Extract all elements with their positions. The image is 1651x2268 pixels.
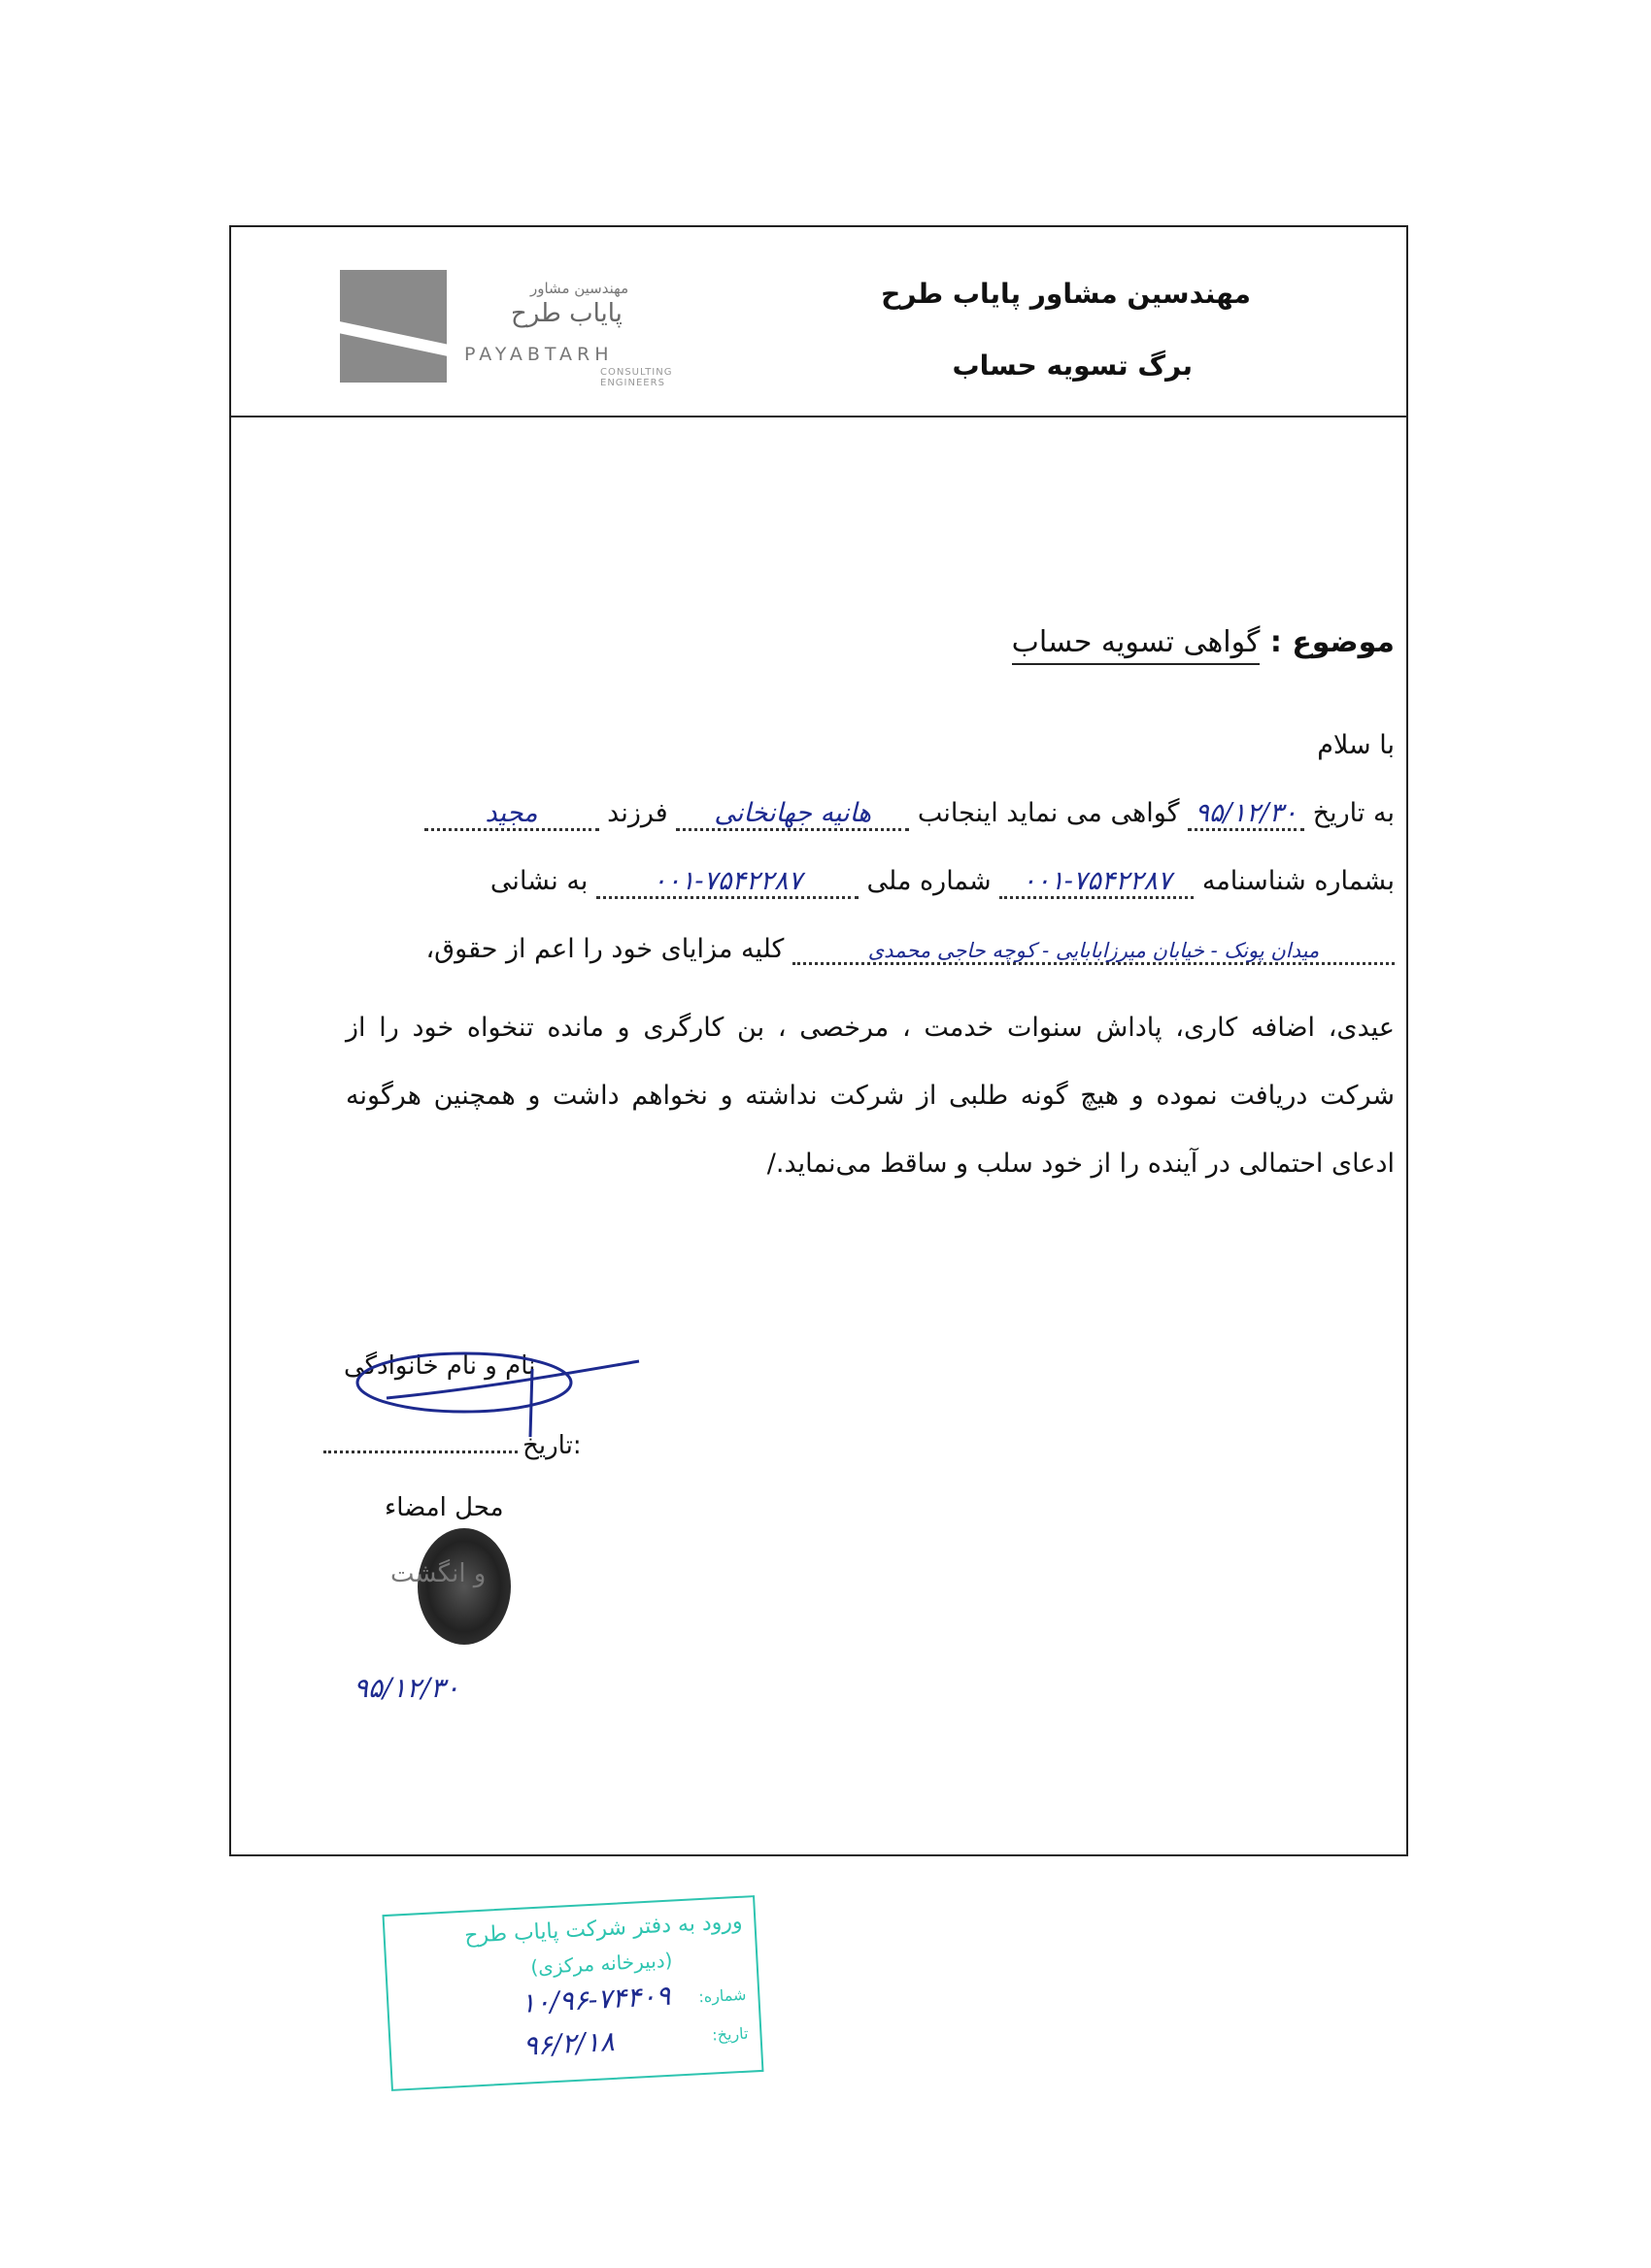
subject-value: گواهی تسویه حساب	[1012, 625, 1261, 665]
child-of-label: فرزند	[607, 798, 668, 828]
national-field	[596, 866, 859, 899]
stamp-date-value: ۹۶/۲/۱۸	[522, 2024, 616, 2062]
name-value: هانیه جهانخانی	[714, 798, 872, 828]
sig-date-label: تاریخ:	[522, 1431, 582, 1460]
certify-text: گواهی می نماید اینجانب	[917, 798, 1180, 828]
id-field	[999, 866, 1194, 899]
stamp-date-label: تاریخ:	[711, 2023, 749, 2045]
sign-place-label: محل امضاء	[385, 1493, 504, 1522]
father-value: مجید	[485, 798, 538, 828]
body-paragraph: عیدی، اضافه کاری، پاداش سنوات خدمت ، مرخصی ، بن کارگری و مانده تنخواه خود را از شرکت دریافت نموده و هیچ گونه طلبی از شرکت نداشته و نخواهم داشت و همچنین هرگونه ادعای احتمالی در آینده را از خود سلب و ساقط می‌نماید./	[346, 1013, 1395, 1179]
header-divider	[231, 416, 1406, 417]
logo-small-text: مهندسین مشاور	[530, 280, 629, 297]
greeting: با سلام	[1317, 730, 1395, 760]
national-value: ۰۰۱-۷۵۴۲۲۸۷	[652, 866, 803, 896]
subject-label: موضوع :	[1269, 625, 1395, 659]
logo-mark	[340, 270, 447, 383]
subject-line	[1012, 625, 1395, 659]
stamp-number-label: شماره:	[697, 1984, 747, 2007]
name-field	[676, 798, 909, 831]
full-name-label: نام و نام خانوادگی	[344, 1351, 536, 1381]
id-label: بشماره شناسنامه	[1201, 866, 1395, 896]
date-signature-line	[323, 1431, 582, 1460]
form-frame	[229, 225, 1408, 1856]
national-label: شماره ملی	[866, 866, 992, 896]
id-value: ۰۰۱-۷۵۴۲۲۸۷	[1022, 866, 1172, 896]
logo-subtitle-en: CONSULTING ENGINEERS	[600, 367, 673, 388]
logo-name-en: PAYABTARH	[464, 344, 614, 365]
stamp-subtitle: (دبیرخانه مرکزی)	[529, 1948, 673, 1980]
date-line	[424, 798, 1395, 831]
address-line	[425, 934, 1395, 965]
stamp-title: ورود به دفتر شرکت پایاب طرح	[463, 1909, 744, 1949]
id-line	[490, 866, 1395, 899]
address-label: به نشانی	[489, 866, 589, 896]
stamp-number-value: ۱۰/۹۶-۷۴۴۰۹	[520, 1979, 672, 2019]
logo-name-fa: پایاب طرح	[511, 299, 623, 328]
company-logo	[340, 270, 690, 386]
fingerprint-label: و انگشت	[390, 1559, 487, 1588]
address-value: میدان پونک - خیابان میرزابابایی - کوچه حاجی محمدی	[867, 939, 1320, 962]
sig-date-field	[323, 1451, 518, 1453]
date-field	[1188, 798, 1304, 831]
registration-stamp	[383, 1895, 764, 2091]
handwritten-date: ۹۵/۱۲/۳۰	[354, 1672, 460, 1704]
father-field	[424, 798, 599, 831]
date-value: ۹۵/۱۲/۳۰	[1195, 798, 1297, 828]
company-name: مهندسین مشاور پایاب طرح	[881, 278, 1251, 310]
address-field	[792, 939, 1395, 965]
signature	[348, 1330, 649, 1437]
benefits-clause: کلیه مزایای خود را اعم از حقوق،	[425, 934, 785, 964]
date-prefix: به تاریخ	[1312, 798, 1395, 828]
form-title: برگ تسویه حساب	[952, 350, 1193, 382]
